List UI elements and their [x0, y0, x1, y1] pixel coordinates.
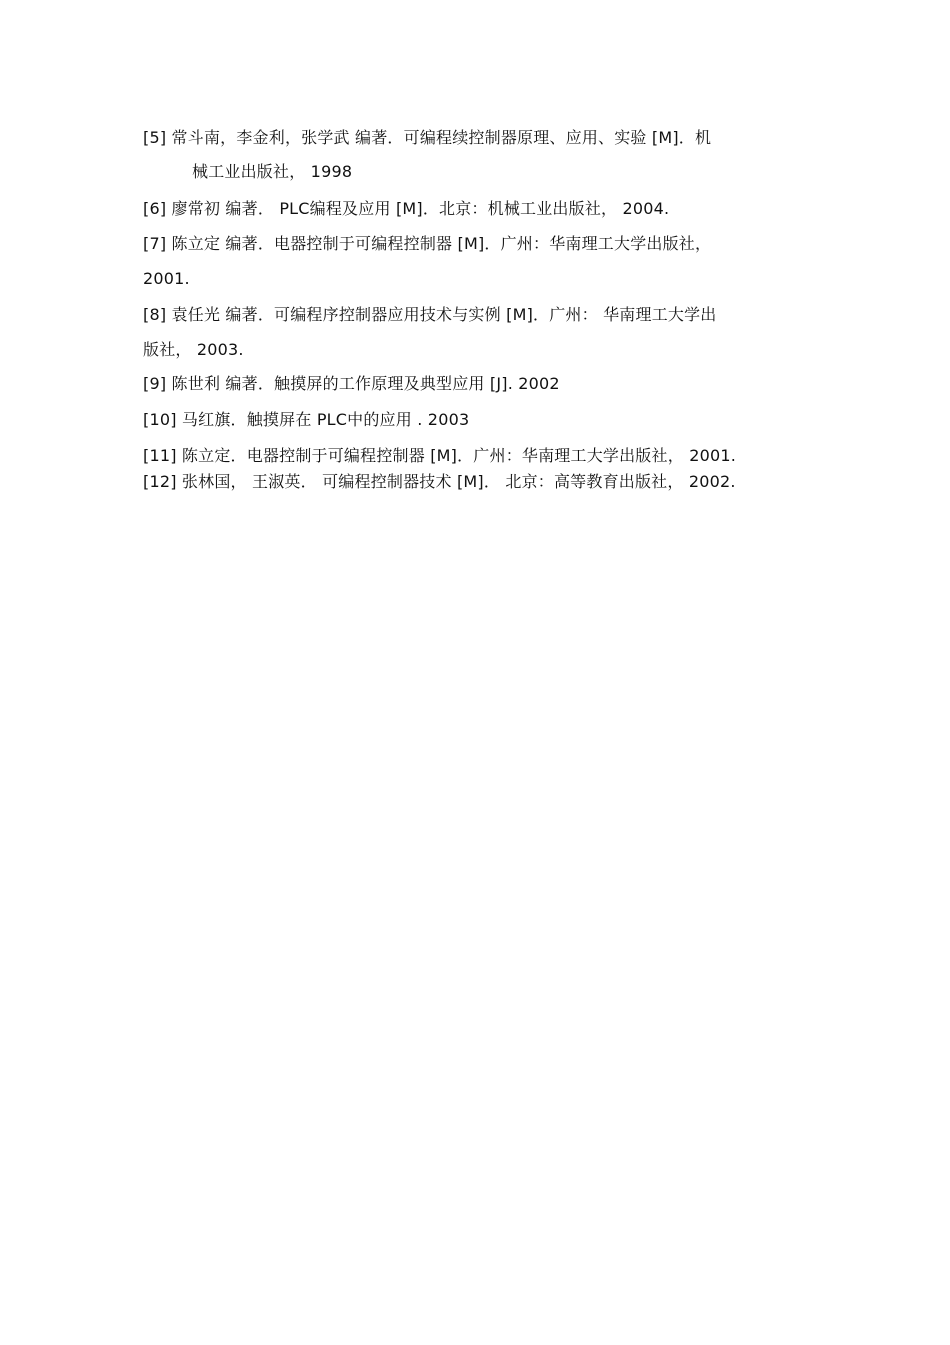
reference-8-line-2: 版社， 2003.	[143, 340, 244, 359]
reference-6-line-1: [6] 廖常初 编著． PLC编程及应用 [M]．北京：机械工业出版社， 2004.	[143, 199, 670, 218]
reference-5-line-2: 械工业出版社， 1998	[192, 162, 353, 181]
reference-12-line-1: [12] 张林国， 王淑英． 可编程控制器技术 [M]． 北京：高等教育出版社， 2002.	[143, 472, 736, 491]
reference-7-line-1: [7] 陈立定 编著．电器控制于可编程控制器 [M]．广州：华南理工大学出版社，	[143, 234, 712, 253]
reference-11-line-1: [11] 陈立定．电器控制于可编程控制器 [M]．广州：华南理工大学出版社， 2001.	[143, 446, 736, 465]
reference-8-line-1: [8] 袁任光 编著．可编程序控制器应用技术与实例 [M]．广州： 华南理工大学出	[143, 305, 717, 324]
reference-5-line-1: [5] 常斗南，李金利，张学武 编著．可编程续控制器原理、应用、实验 [M]．机	[143, 128, 712, 147]
reference-9-line-1: [9] 陈世利 编著．触摸屏的工作原理及典型应用 [J]. 2002	[143, 374, 560, 393]
reference-10-line-1: [10] 马红旗．触摸屏在 PLC中的应用 . 2003	[143, 410, 470, 429]
reference-7-line-2: 2001.	[143, 269, 190, 288]
